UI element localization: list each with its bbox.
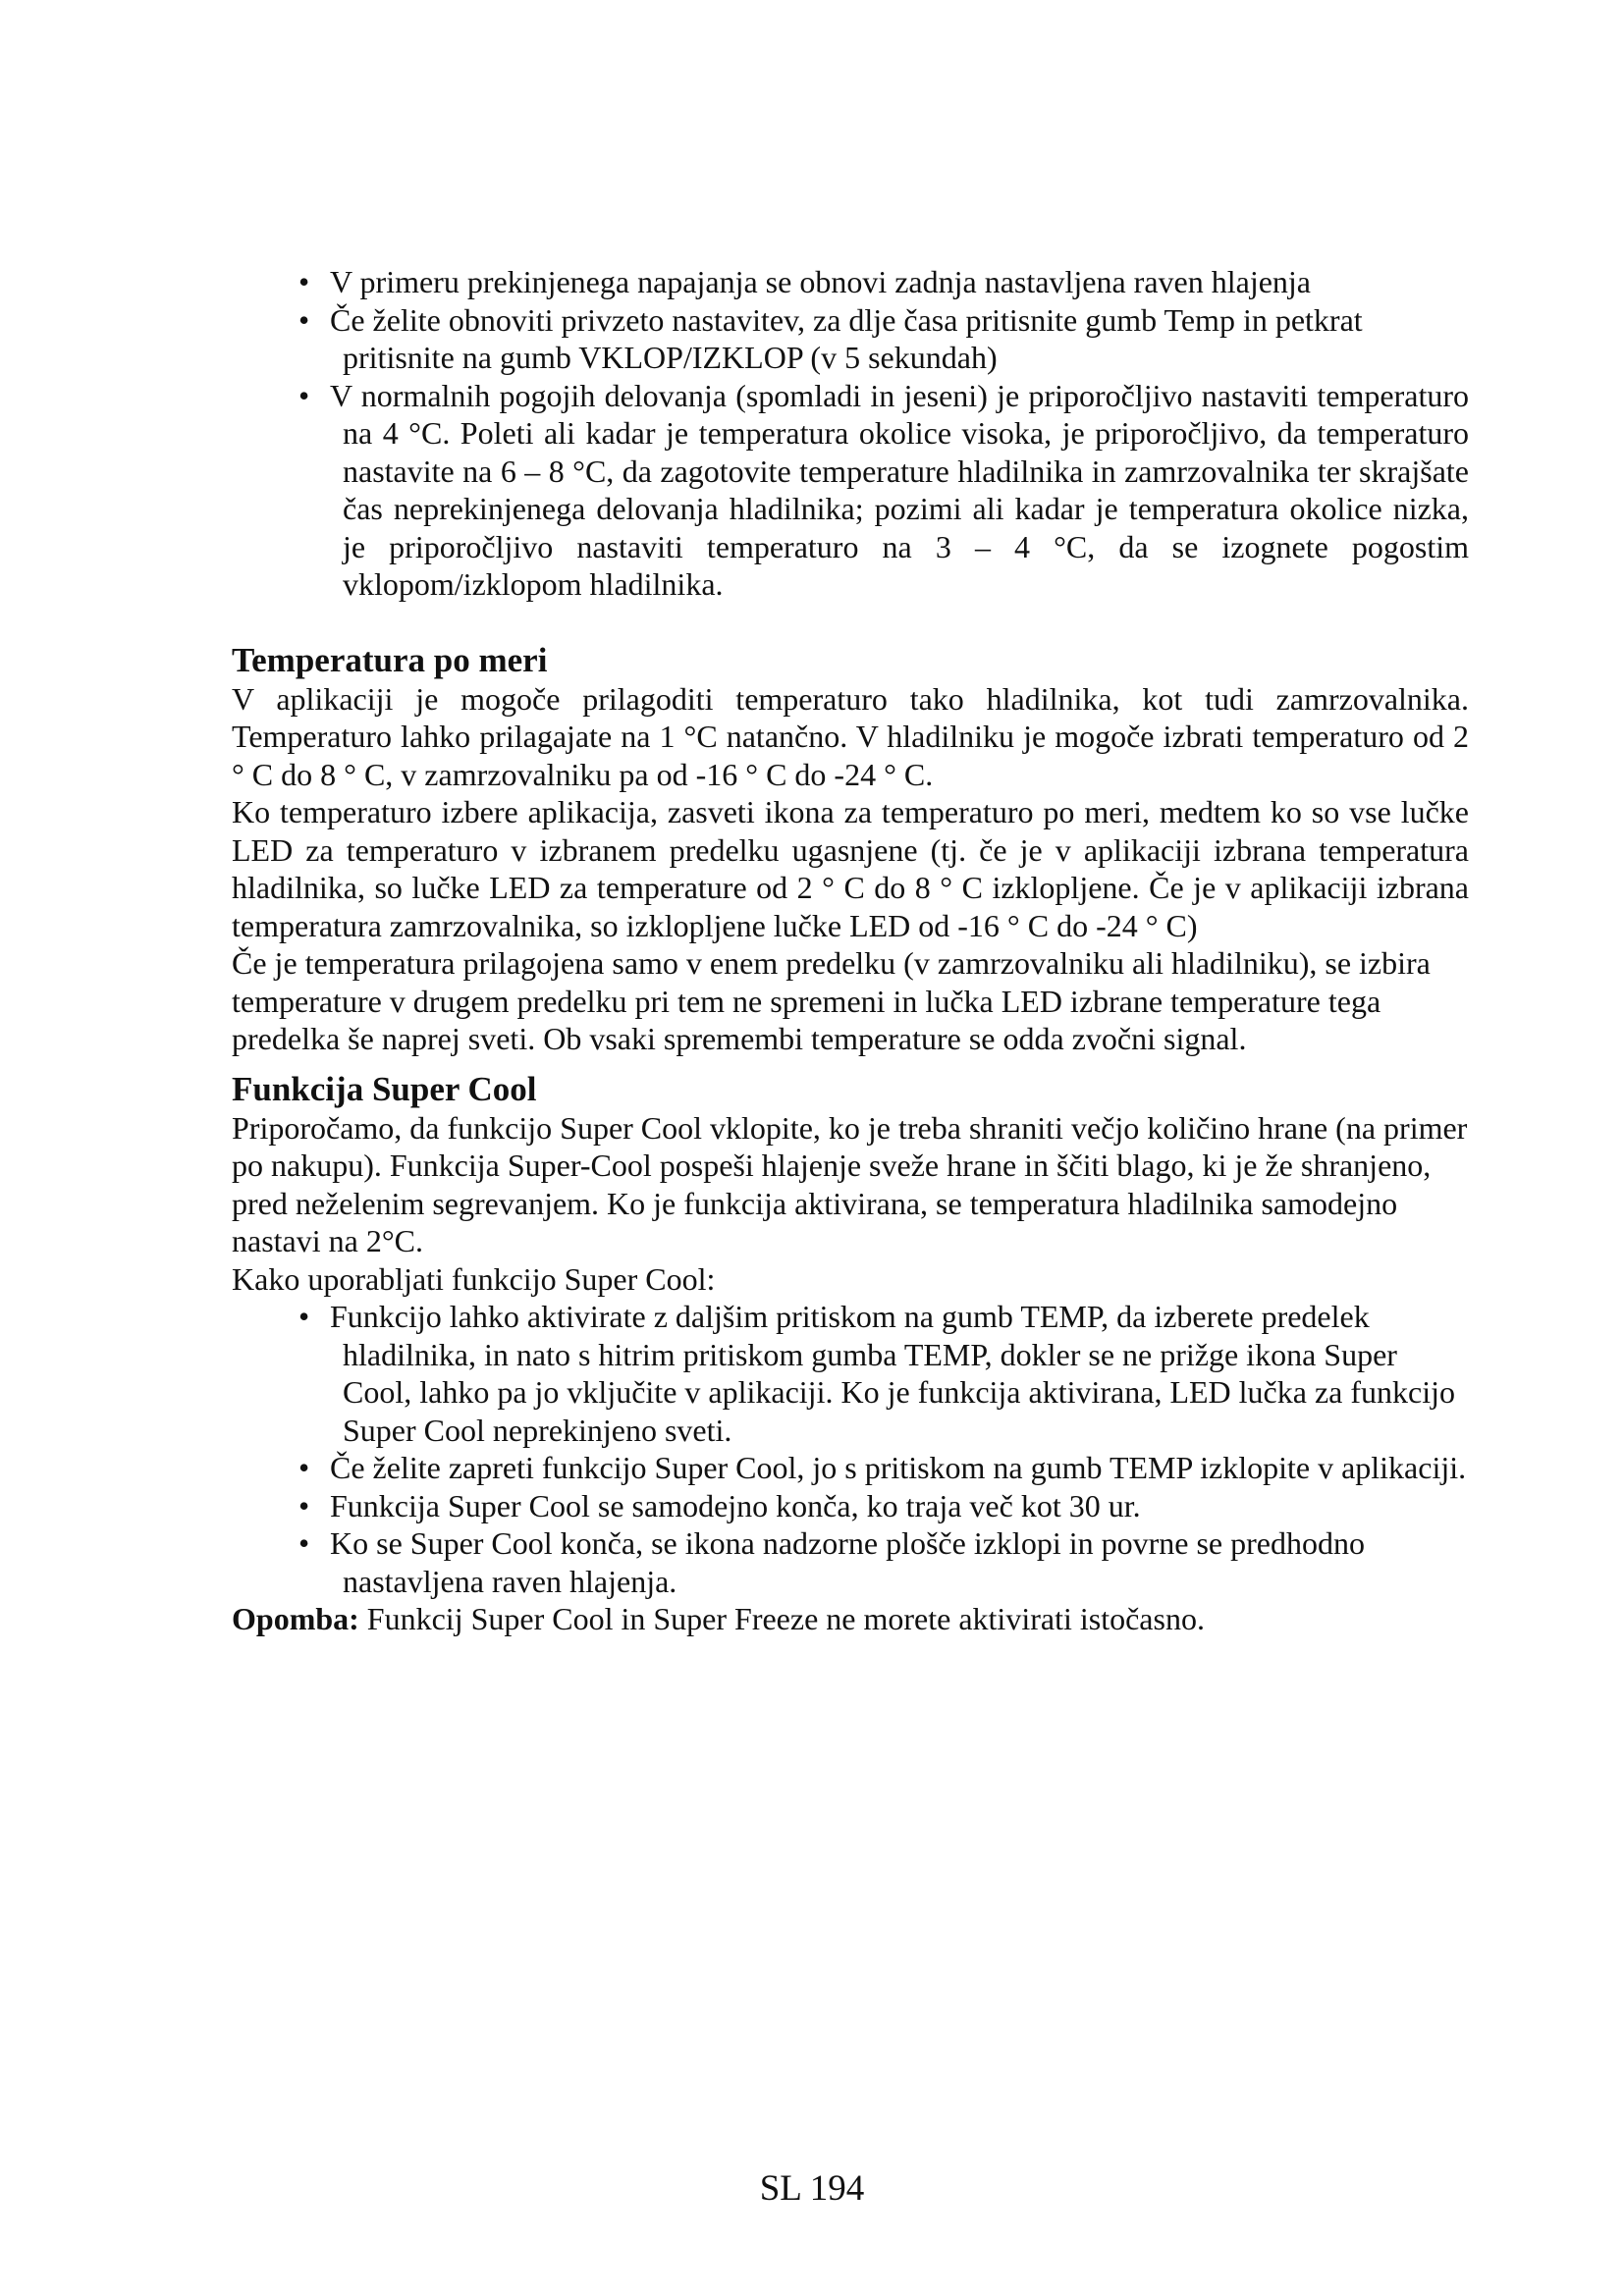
note: [232, 1600, 1469, 1638]
bullet-list-super-cool: [232, 1298, 1469, 1600]
section-heading-super-cool: Funkcija Super Cool: [232, 1069, 537, 1108]
page-content: [232, 263, 1469, 1638]
paragraph: Če je temperatura prilagojena samo v enem predelku (v zamrzovalniku ali hladilniku), se izbira temperature v drugem predelku pri tem ne spremeni in lučka LED izbrane temperature tega predelka še naprej sveti. Ob vsaki spremembi temperature se odda zvočni signal.: [232, 945, 1431, 1056]
paragraph: Priporočamo, da funkcijo Super Cool vklopite, ko je treba shraniti večjo količino hrane (na primer po nakupu). Funkcija Super-Cool pospeši hlajenje sveže hrane in ščiti blago, ki je že shranjeno, pred neželenim segrevanjem. Ko je funkcija aktivirana, se temperatura hladilnika samodejno nastavi na 2°C.: [232, 1109, 1468, 1258]
page-number: SL 194: [759, 2168, 865, 2209]
paragraph: V aplikaciji je mogoče prilagoditi temperaturo tako hladilnika, kot tudi zamrzovalnika. Temperaturo lahko prilagajate na 1 °C natančno. V hladilniku je mogoče izbrati temperaturo od 2 ° C do 8 ° C, v zamrzovalniku pa od -16 ° C do -24 ° C.: [232, 680, 1469, 792]
note-text: Funkcij Super Cool in Super Freeze ne morete aktivirati istočasno.: [358, 1601, 1205, 1636]
list-item: • V primeru prekinjenega napajanja se obnovi zadnja nastavljena raven hlajenja: [232, 263, 1469, 301]
list-item: • Funkcijo lahko aktivirate z daljšim pritiskom na gumb TEMP, da izberete predelek hladilnika, in nato s hitrim pritiskom gumba TEMP, dokler se ne prižge ikona Super Cool, lahko pa jo vključite v aplikaciji. Ko je funkcija aktivirana, LED lučka za funkcijo Super Cool neprekinjeno sveti.: [232, 1298, 1469, 1449]
note-label: Opomba:: [232, 1601, 359, 1636]
list-item: • Če želite zapreti funkcijo Super Cool, jo s pritiskom na gumb TEMP izklopite v aplikaciji.: [232, 1449, 1469, 1487]
paragraph: Ko temperaturo izbere aplikacija, zasveti ikona za temperaturo po meri, medtem ko so vse lučke LED za temperaturo v izbranem predelku ugasnjene (tj. če je v aplikaciji izbrana temperatura hladilnika, so lučke LED za temperature od 2 ° C do 8 ° C izklopljene. Če je v aplikaciji izbrana temperatura zamrzovalnika, so izklopljene lučke LED od -16 ° C do -24 ° C): [232, 794, 1469, 943]
list-item: • Ko se Super Cool konča, se ikona nadzorne plošče izklopi in povrne se predhodno nastavljena raven hlajenja.: [232, 1524, 1469, 1600]
section-heading-custom-temperature: Temperatura po meri: [232, 640, 548, 679]
list-item: • Funkcija Super Cool se samodejno konča, ko traja več kot 30 ur.: [232, 1487, 1469, 1525]
list-item: • Če želite obnoviti privzeto nastavitev, za dlje časa pritisnite gumb Temp in petkrat pritisnite na gumb VKLOP/IZKLOP (v 5 sekundah): [232, 301, 1469, 377]
bullet-list-top: [232, 263, 1469, 604]
list-item: • V normalnih pogojih delovanja (spomladi in jeseni) je priporočljivo nastaviti temperaturo na 4 °C. Poleti ali kadar je temperatura okolice visoka, je priporočljivo, da temperaturo nastavite na 6 – 8 °C, da zagotovite temperature hladilnika in zamrzovalnika ter skrajšate čas neprekinjenega delovanja hladilnika; pozimi ali kadar je temperatura okolice nizka, je priporočljivo nastaviti temperaturo na 3 – 4 °C, da se izognete pogostim vklopom/izklopom hladilnika.: [232, 377, 1469, 604]
paragraph-intro: Kako uporabljati funkcijo Super Cool:: [232, 1260, 716, 1297]
